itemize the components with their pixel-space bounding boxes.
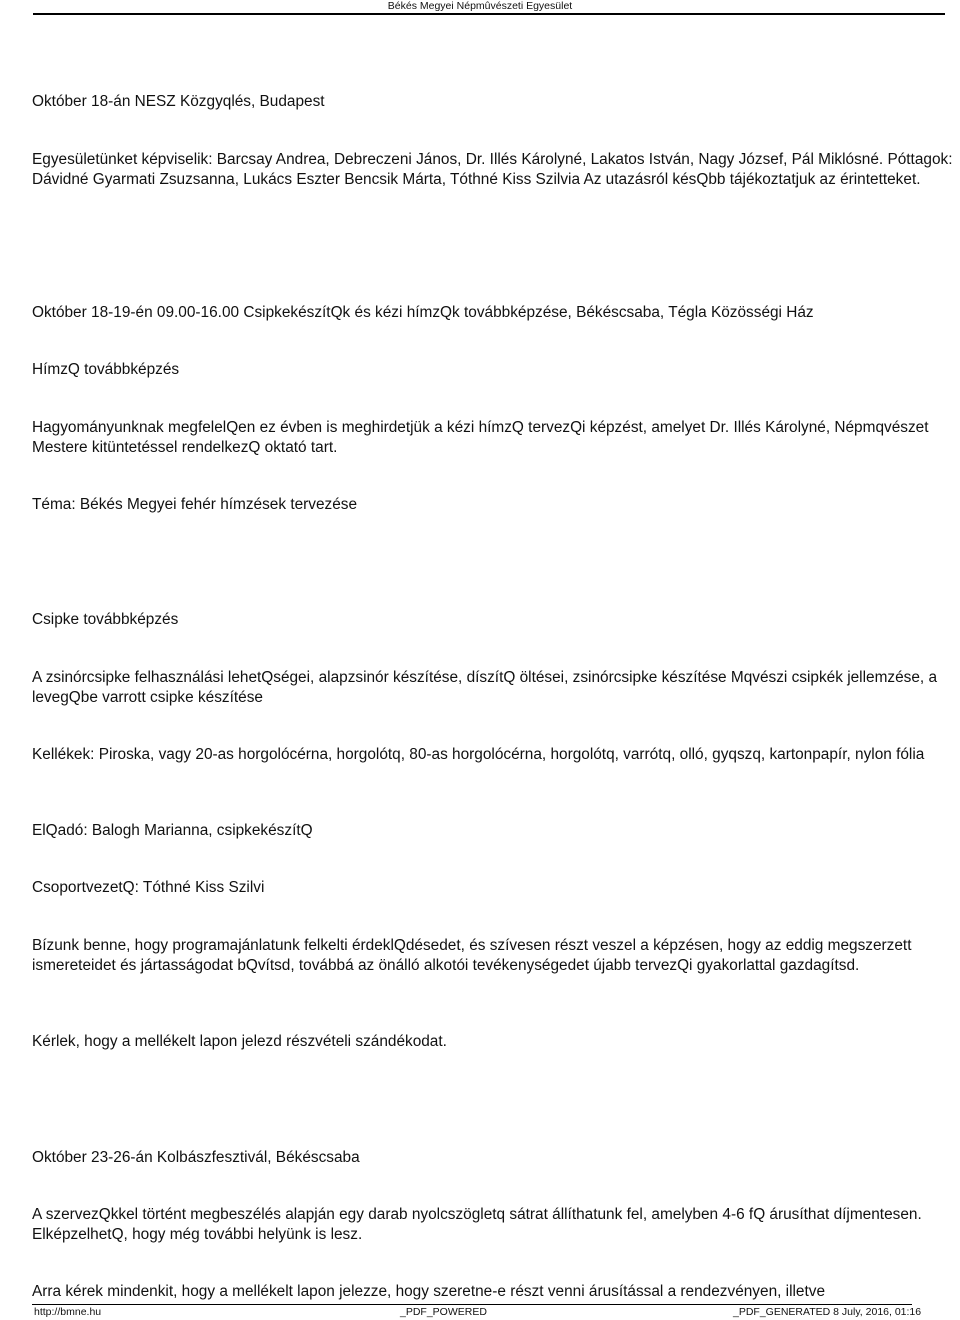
footer-url-link[interactable]: http://bmne.hu xyxy=(34,1306,102,1318)
paragraph-event-oct23-26: Október 23-26-án Kolbászfesztivál, Békéscsaba xyxy=(32,1149,360,1166)
heading-lace-training: Csipke továbbképzés xyxy=(32,611,179,628)
paragraph-lace-supplies: Kellékek: Piroska, vagy 20-as horgolócérna, horgolótq, 80-as horgolócérna, horgolótq, varrótq, olló, gyqszq, kartonpapír, nylon fólia xyxy=(32,746,925,763)
paragraph-embroidery-description: Hagyományunknak megfelelQen ez évben is meghirdetjük a kézi hímzQ tervezQi képzést, amelyet Dr. Illés Károlyné, Népmqvészet Mestere kitüntetéssel rendelkezQ oktató tart. xyxy=(32,419,929,456)
footer-divider xyxy=(32,1304,912,1305)
heading-embroidery-training: HímzQ továbbképzés xyxy=(32,361,180,378)
paragraph-sales-request: Arra kérek mindenkit, hogy a mellékelt lapon jelezze, hogy szeretne-e részt venni árusítással a rendezvényen, illetve xyxy=(32,1283,826,1300)
footer-generated: _PDF_GENERATED 8 July, 2016, 01:16 xyxy=(733,1306,922,1318)
paragraph-invitation: Bízunk benne, hogy programajánlatunk felkelti érdeklQdésedet, és szívesen részt veszel a képzésen, hogy az eddig megszerzett ismereteidet és jártasságodat bQvítsd, továbbá az önálló alkotói tevékenységedet újabb tervezQi gyakorlattal gazdagítsd. xyxy=(32,937,912,974)
paragraph-group-leader: CsoportvezetQ: Tóthné Kiss Szilvi xyxy=(32,879,265,896)
paragraph-registration-request: Kérlek, hogy a mellékelt lapon jelezd részvételi szándékodat. xyxy=(32,1033,447,1050)
footer-powered: _PDF_POWERED xyxy=(400,1306,487,1318)
header-title: Békés Megyei Népmûvészeti Egyesület xyxy=(387,0,573,12)
paragraph-event-oct18: Október 18-án NESZ Közgyqlés, Budapest xyxy=(32,93,325,110)
paragraph-lace-description: A zsinórcsipke felhasználási lehetQségei, alapzsinór készítése, díszítQ öltései, zsinórcsipke készítése Mqvészi csipkék jellemzése, a levegQbe varrott csipke készítése xyxy=(32,669,938,706)
paragraph-event-oct18-19: Október 18-19-én 09.00-16.00 CsipkekészítQk és kézi hímzQk továbbképzése, Békéscsaba, Tégla Közösségi Ház xyxy=(32,304,814,321)
paragraph-embroidery-topic: Téma: Békés Megyei fehér hímzések tervezése xyxy=(32,496,358,513)
paragraph-representatives: Egyesületünket képviselik: Barcsay Andrea, Debreczeni János, Dr. Illés Károlyné, Lakatos István, Nagy József, Pál Miklósné. Póttagok: Dávidné Gyarmati Zsuzsanna, Lukács Eszter Bencsik Márta, Tóthné Kiss Szilvia Az utazásról késQbb tájékoztatjuk az érintetteket. xyxy=(32,151,953,188)
paragraph-lecturer: ElQadó: Balogh Marianna, csipkekészítQ xyxy=(32,822,313,839)
header-divider xyxy=(33,13,945,15)
page-header xyxy=(0,0,960,14)
paragraph-tent-arrangement: A szervezQkkel történt megbeszélés alapján egy darab nyolcszögletq sátrat állíthatunk fel, amelyben 4-6 fQ árusíthat díjmentesen. ElképzelhetQ, hogy még további helyünk is lesz. xyxy=(32,1206,922,1243)
